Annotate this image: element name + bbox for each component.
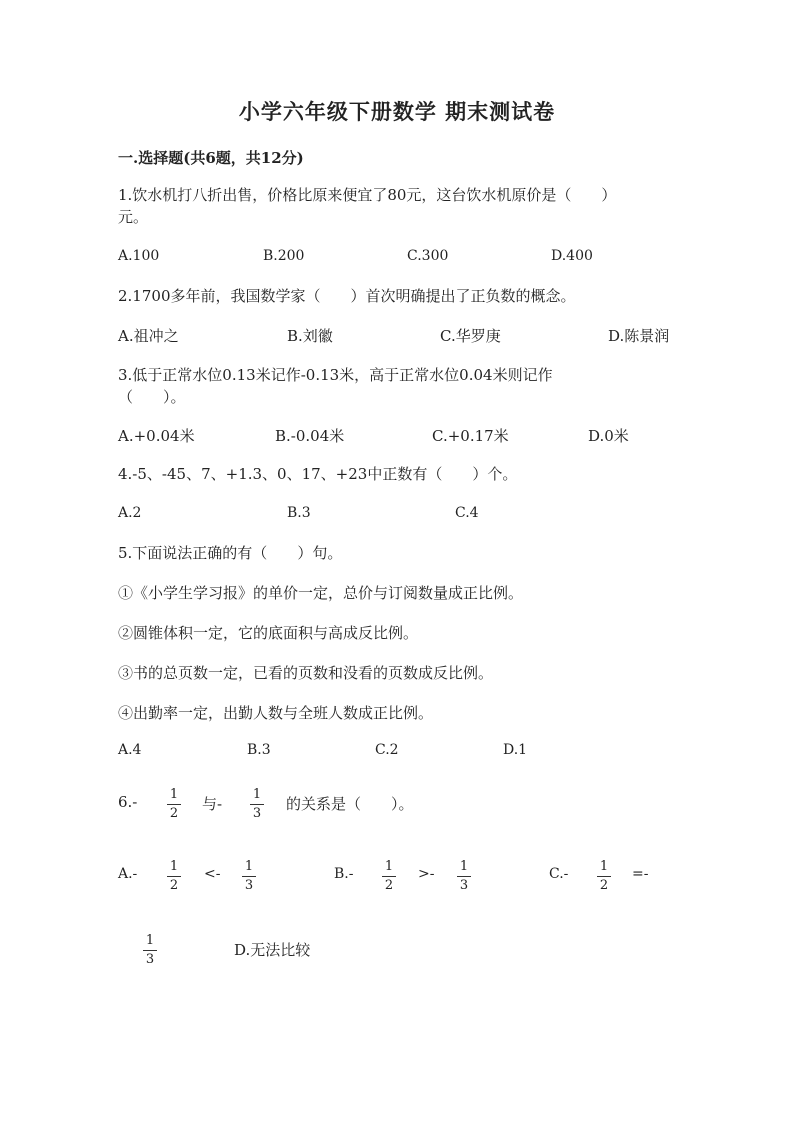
q6-option-c-frac1-den: 2 (599, 878, 609, 893)
q4-option-c: C.4 (455, 505, 479, 521)
q6-option-b-frac1-den: 2 (384, 878, 394, 893)
q5-statement-1: ①《小学生学习报》的单价一定，总价与订阅数量成正比例。 (118, 584, 524, 602)
q6-option-c-frac1-num: 1 (597, 859, 611, 877)
q6-option-c-frac2-num: 1 (143, 933, 157, 951)
q1-option-a: A.100 (118, 248, 160, 264)
q5-option-a: A.4 (118, 742, 142, 758)
q1-option-b: B.200 (263, 248, 305, 264)
q6-option-b-frac2-den: 3 (459, 878, 469, 893)
q6-option-b-label: B.- (334, 866, 354, 882)
q2-option-c: C.华罗庚 (440, 327, 501, 345)
q6-option-c-label: C.- (549, 866, 569, 882)
question-3-line-2: （ ）。 (118, 388, 186, 406)
q3-option-c: C.+0.17米 (432, 427, 509, 445)
q1-option-c: C.300 (407, 248, 449, 264)
question-4: 4.-5、-45、7、+1.3、0、17、+23中正数有（ ）个。 (118, 465, 518, 483)
q6-prefix: 6.- (118, 793, 138, 811)
q6-mid-text: 与- (202, 795, 223, 813)
question-1-line-2: 元。 (118, 208, 149, 226)
q6-option-a-label: A.- (118, 866, 138, 882)
q5-option-b: B.3 (247, 742, 271, 758)
q6-option-a-frac2-den: 3 (244, 878, 254, 893)
question-1-line-1: 1.饮水机打八折出售，价格比原来便宜了80元，这台饮水机原价是（ ） (118, 186, 617, 204)
q6-suffix: 的关系是（ ）。 (286, 795, 414, 813)
q6-fraction-third-numerator: 1 (250, 787, 264, 805)
q2-option-b: B.刘徽 (287, 327, 333, 345)
q5-statement-3: ③书的总页数一定，已看的页数和没看的页数成反比例。 (118, 664, 494, 682)
q3-option-a: A.+0.04米 (118, 427, 195, 445)
q6-option-d: D.无法比较 (234, 941, 311, 959)
q5-statement-2: ②圆锥体积一定，它的底面积与高成反比例。 (118, 624, 419, 642)
q2-option-a: A.祖冲之 (118, 327, 179, 345)
q6-option-a-fraction-1 (167, 859, 181, 894)
q4-option-a: A.2 (118, 505, 142, 521)
q6-option-a-frac2-num: 1 (242, 859, 256, 877)
q5-option-c: C.2 (375, 742, 399, 758)
q6-option-b-relation: >- (418, 866, 435, 882)
q5-option-d: D.1 (503, 742, 528, 758)
q3-option-b: B.-0.04米 (275, 427, 345, 445)
question-2: 2.1700多年前，我国数学家（ ）首次明确提出了正负数的概念。 (118, 287, 576, 305)
q6-option-c-fraction-2 (143, 933, 157, 968)
question-5: 5.下面说法正确的有（ ）句。 (118, 544, 343, 562)
q6-fraction-half-denominator: 2 (169, 806, 179, 821)
q6-option-b-fraction-2 (457, 859, 471, 894)
q6-option-a-frac1-num: 1 (167, 859, 181, 877)
q3-option-d: D.0米 (588, 427, 629, 445)
q6-option-c-frac2-den: 3 (145, 952, 155, 967)
q6-option-c-relation: =- (632, 866, 649, 882)
q6-fraction-third-denominator: 3 (252, 806, 262, 821)
q6-option-a-relation: <- (204, 866, 221, 882)
q6-fraction-half (167, 787, 181, 822)
q6-fraction-half-numerator: 1 (167, 787, 181, 805)
q6-option-b-frac1-num: 1 (382, 859, 396, 877)
q6-option-a-frac1-den: 2 (169, 878, 179, 893)
q6-fraction-third (250, 787, 264, 822)
section-heading: 一.选择题(共6题，共12分) (118, 149, 304, 167)
q4-option-b: B.3 (287, 505, 311, 521)
page-title: 小学六年级下册数学 期末测试卷 (238, 99, 556, 124)
q6-option-c-fraction-1 (597, 859, 611, 894)
q6-option-b-frac2-num: 1 (457, 859, 471, 877)
q2-option-d: D.陈景润 (608, 327, 670, 345)
q1-option-d: D.400 (551, 248, 593, 264)
q5-statement-4: ④出勤率一定，出勤人数与全班人数成正比例。 (118, 704, 434, 722)
q6-option-b-fraction-1 (382, 859, 396, 894)
q6-option-a-fraction-2 (242, 859, 256, 894)
question-3-line-1: 3.低于正常水位0.13米记作-0.13米，高于正常水位0.04米则记作 (118, 366, 553, 384)
